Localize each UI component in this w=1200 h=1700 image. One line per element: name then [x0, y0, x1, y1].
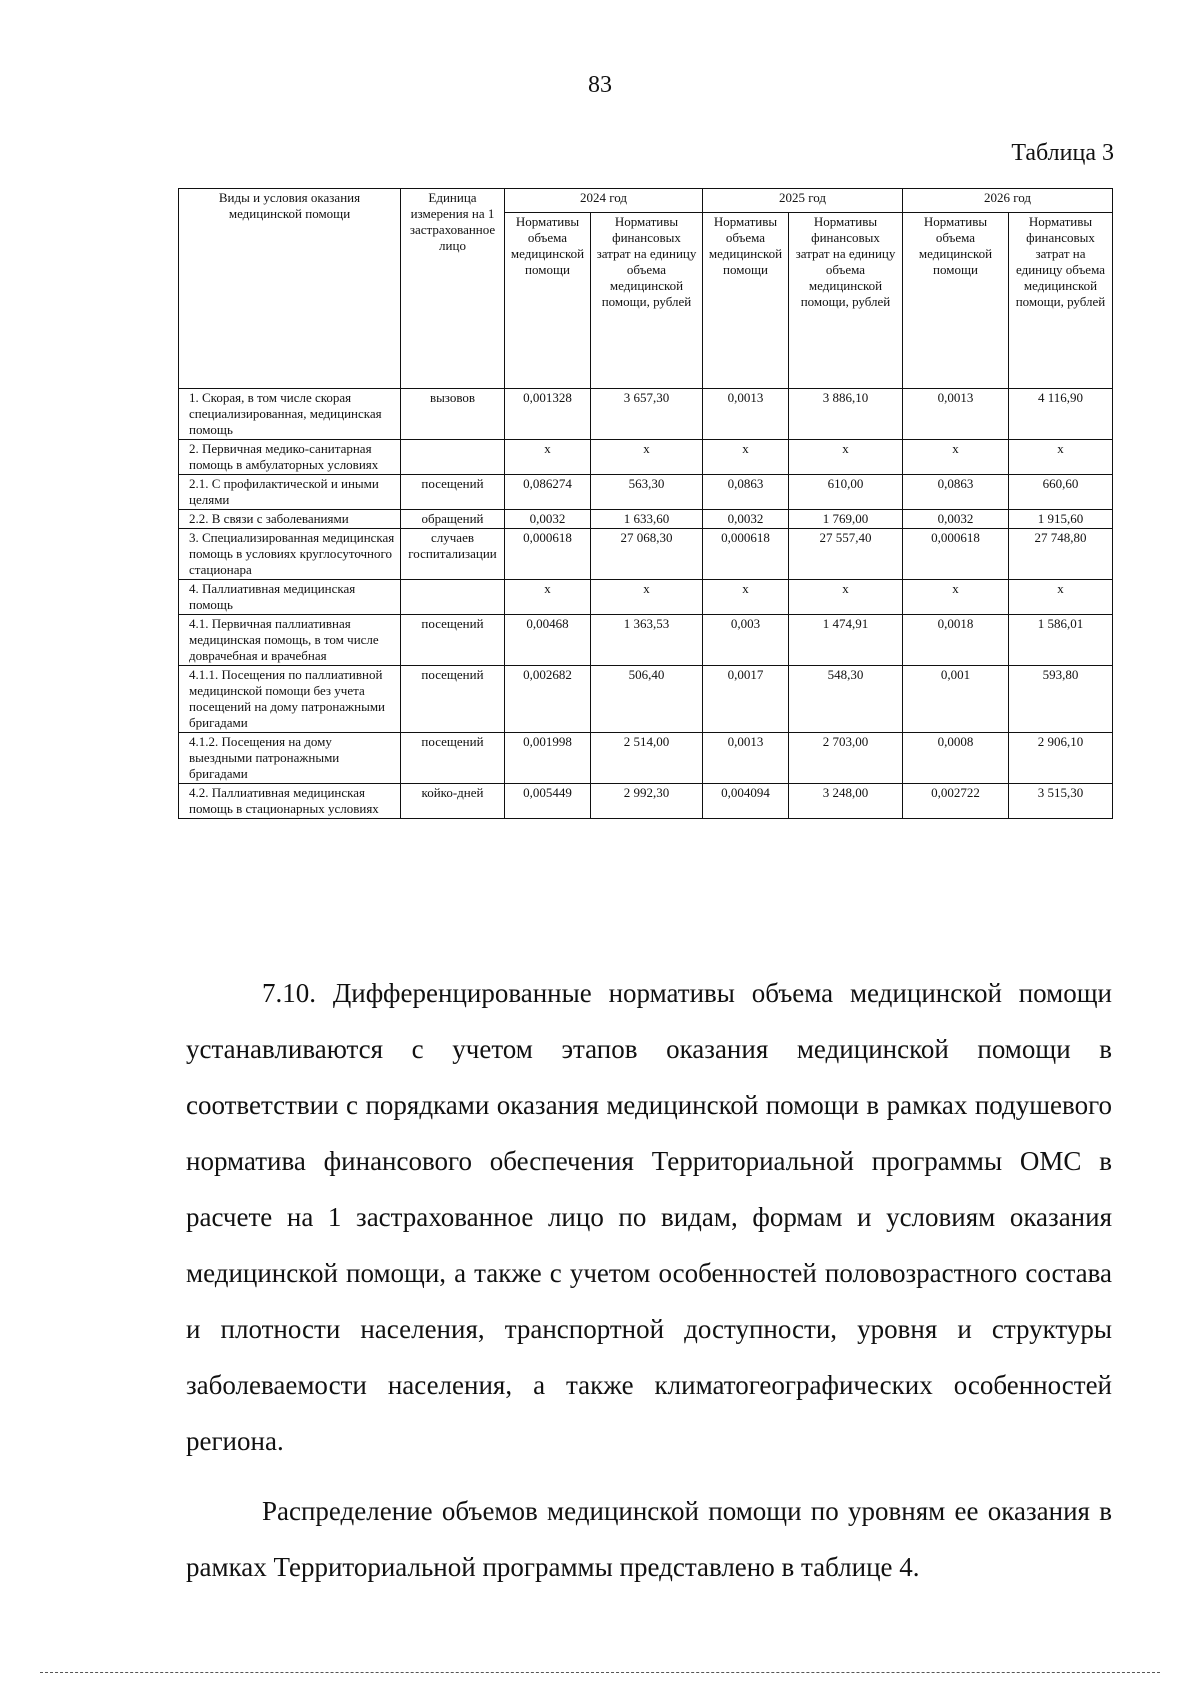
table-cell: 593,80: [1009, 666, 1113, 733]
table-cell: 0,005449: [505, 784, 591, 819]
table-cell: 2 514,00: [591, 733, 703, 784]
table-cell: 2 906,10: [1009, 733, 1113, 784]
table-cell: 1 586,01: [1009, 615, 1113, 666]
table-cell: 0,001: [903, 666, 1009, 733]
table-cell: х: [591, 580, 703, 615]
table-cell: 0,0032: [505, 510, 591, 529]
table-cell: 2 703,00: [789, 733, 903, 784]
table-cell: 660,60: [1009, 475, 1113, 510]
norms-table: [178, 188, 1113, 819]
table-cell: 0,0013: [703, 389, 789, 440]
row-unit: случаев госпитализации: [401, 529, 505, 580]
header-sub: Нормативы финансовых затрат на единицу объема медицинской помощи, рублей: [591, 213, 703, 389]
page-number: 83: [588, 72, 612, 98]
table-cell: 27 068,30: [591, 529, 703, 580]
table-cell: 0,000618: [505, 529, 591, 580]
table-cell: 1 633,60: [591, 510, 703, 529]
table-cell: 0,004094: [703, 784, 789, 819]
table-cell: 0,000618: [703, 529, 789, 580]
table-cell: 0,0032: [903, 510, 1009, 529]
paragraph: 7.10. Дифференцированные нормативы объема медицинской помощи устанавливаются с учетом этапов оказания медицинской помощи в соответствии с порядками оказания медицинской помощи в рамках подушевого норматива финансового обеспечения Территориальной программы ОМС в расчете на 1 застрахованное лицо по видам, формам и условиям оказания медицинской помощи, а также с учетом особенностей половозрастного состава и плотности населения, транспортной доступности, уровня и структуры заболеваемости населения, а также климатогеографических особенностей региона.: [186, 978, 1112, 1456]
table-row: [179, 666, 1113, 733]
row-unit: койко-дней: [401, 784, 505, 819]
row-label: 4.1.1. Посещения по паллиативной медицинской помощи без учета посещений на дому патронажными бригадами: [179, 666, 401, 733]
table-cell: х: [789, 440, 903, 475]
header-year: 2026 год: [903, 189, 1113, 213]
table-cell: 0,0017: [703, 666, 789, 733]
table-cell: 3 248,00: [789, 784, 903, 819]
table-cell: х: [903, 580, 1009, 615]
table-cell: х: [789, 580, 903, 615]
footer-divider: [40, 1672, 1160, 1673]
row-label: 3. Специализированная медицинская помощь в условиях круглосуточного стационара: [179, 529, 401, 580]
header-year: 2025 год: [703, 189, 903, 213]
table-cell: 3 886,10: [789, 389, 903, 440]
table-row: [179, 510, 1113, 529]
row-unit: обращений: [401, 510, 505, 529]
table-cell: 27 557,40: [789, 529, 903, 580]
table-row: [179, 615, 1113, 666]
table-caption: Таблица 3: [1011, 140, 1114, 166]
header-sub: Нормативы объема медицинской помощи: [703, 213, 789, 389]
row-label: 1. Скорая, в том числе скорая специализированная, медицинская помощь: [179, 389, 401, 440]
table-cell: 0,000618: [903, 529, 1009, 580]
table-row: [179, 784, 1113, 819]
row-unit: посещений: [401, 733, 505, 784]
table-cell: 0,0008: [903, 733, 1009, 784]
row-unit: посещений: [401, 666, 505, 733]
table-row: [179, 580, 1113, 615]
table-cell: 0,0013: [903, 389, 1009, 440]
header-year: 2024 год: [505, 189, 703, 213]
table-cell: 0,002682: [505, 666, 591, 733]
table-cell: 4 116,90: [1009, 389, 1113, 440]
row-label: 4.2. Паллиативная медицинская помощь в стационарных условиях: [179, 784, 401, 819]
table-cell: 563,30: [591, 475, 703, 510]
table-cell: 2 992,30: [591, 784, 703, 819]
table-cell: 548,30: [789, 666, 903, 733]
table-cell: 0,0013: [703, 733, 789, 784]
row-label: 2. Первичная медико-санитарная помощь в амбулаторных условиях: [179, 440, 401, 475]
paragraph: Распределение объемов медицинской помощи по уровням ее оказания в рамках Территориальной программы представлено в таблице 4.: [186, 1496, 1112, 1582]
table-row: [179, 440, 1113, 475]
table-cell: 1 915,60: [1009, 510, 1113, 529]
row-label: 4.1. Первичная паллиативная медицинская помощь, в том числе доврачебная и врачебная: [179, 615, 401, 666]
row-label: 2.1. С профилактической и иными целями: [179, 475, 401, 510]
row-label: 4. Паллиативная медицинская помощь: [179, 580, 401, 615]
header-unit: Единица измерения на 1 застрахованное лицо: [401, 189, 505, 389]
row-label: 2.2. В связи с заболеваниями: [179, 510, 401, 529]
table-cell: 0,003: [703, 615, 789, 666]
table-row: [179, 529, 1113, 580]
row-unit: посещений: [401, 615, 505, 666]
table-cell: 3 657,30: [591, 389, 703, 440]
table-cell: 0,002722: [903, 784, 1009, 819]
row-unit: [401, 440, 505, 475]
table-row: [179, 475, 1113, 510]
table-cell: х: [703, 440, 789, 475]
table-cell: 0,0863: [903, 475, 1009, 510]
header-sub: Нормативы финансовых затрат на единицу объема медицинской помощи, рублей: [1009, 213, 1113, 389]
table-row: [179, 389, 1113, 440]
table-cell: 506,40: [591, 666, 703, 733]
table-cell: 0,0863: [703, 475, 789, 510]
row-unit: [401, 580, 505, 615]
table-cell: 3 515,30: [1009, 784, 1113, 819]
table-cell: 610,00: [789, 475, 903, 510]
table-cell: 0,001328: [505, 389, 591, 440]
table-cell: 0,0032: [703, 510, 789, 529]
row-unit: посещений: [401, 475, 505, 510]
table-cell: 27 748,80: [1009, 529, 1113, 580]
table-cell: 0,00468: [505, 615, 591, 666]
table-cell: 0,001998: [505, 733, 591, 784]
table-cell: 0,086274: [505, 475, 591, 510]
header-sub: Нормативы финансовых затрат на единицу объема медицинской помощи, рублей: [789, 213, 903, 389]
table-cell: 1 363,53: [591, 615, 703, 666]
table-cell: х: [903, 440, 1009, 475]
table-cell: х: [505, 580, 591, 615]
table-cell: х: [591, 440, 703, 475]
table-row: [179, 733, 1113, 784]
table-cell: х: [703, 580, 789, 615]
table-cell: х: [1009, 580, 1113, 615]
header-sub: Нормативы объема медицинской помощи: [903, 213, 1009, 389]
header-sub: Нормативы объема медицинской помощи: [505, 213, 591, 389]
header-type: Виды и условия оказания медицинской помощи: [179, 189, 401, 389]
table-cell: х: [1009, 440, 1113, 475]
body-text: [186, 965, 1112, 1609]
table-cell: 0,0018: [903, 615, 1009, 666]
table-cell: 1 474,91: [789, 615, 903, 666]
row-unit: вызовов: [401, 389, 505, 440]
table-cell: х: [505, 440, 591, 475]
row-label: 4.1.2. Посещения на дому выездными патронажными бригадами: [179, 733, 401, 784]
table-cell: 1 769,00: [789, 510, 903, 529]
